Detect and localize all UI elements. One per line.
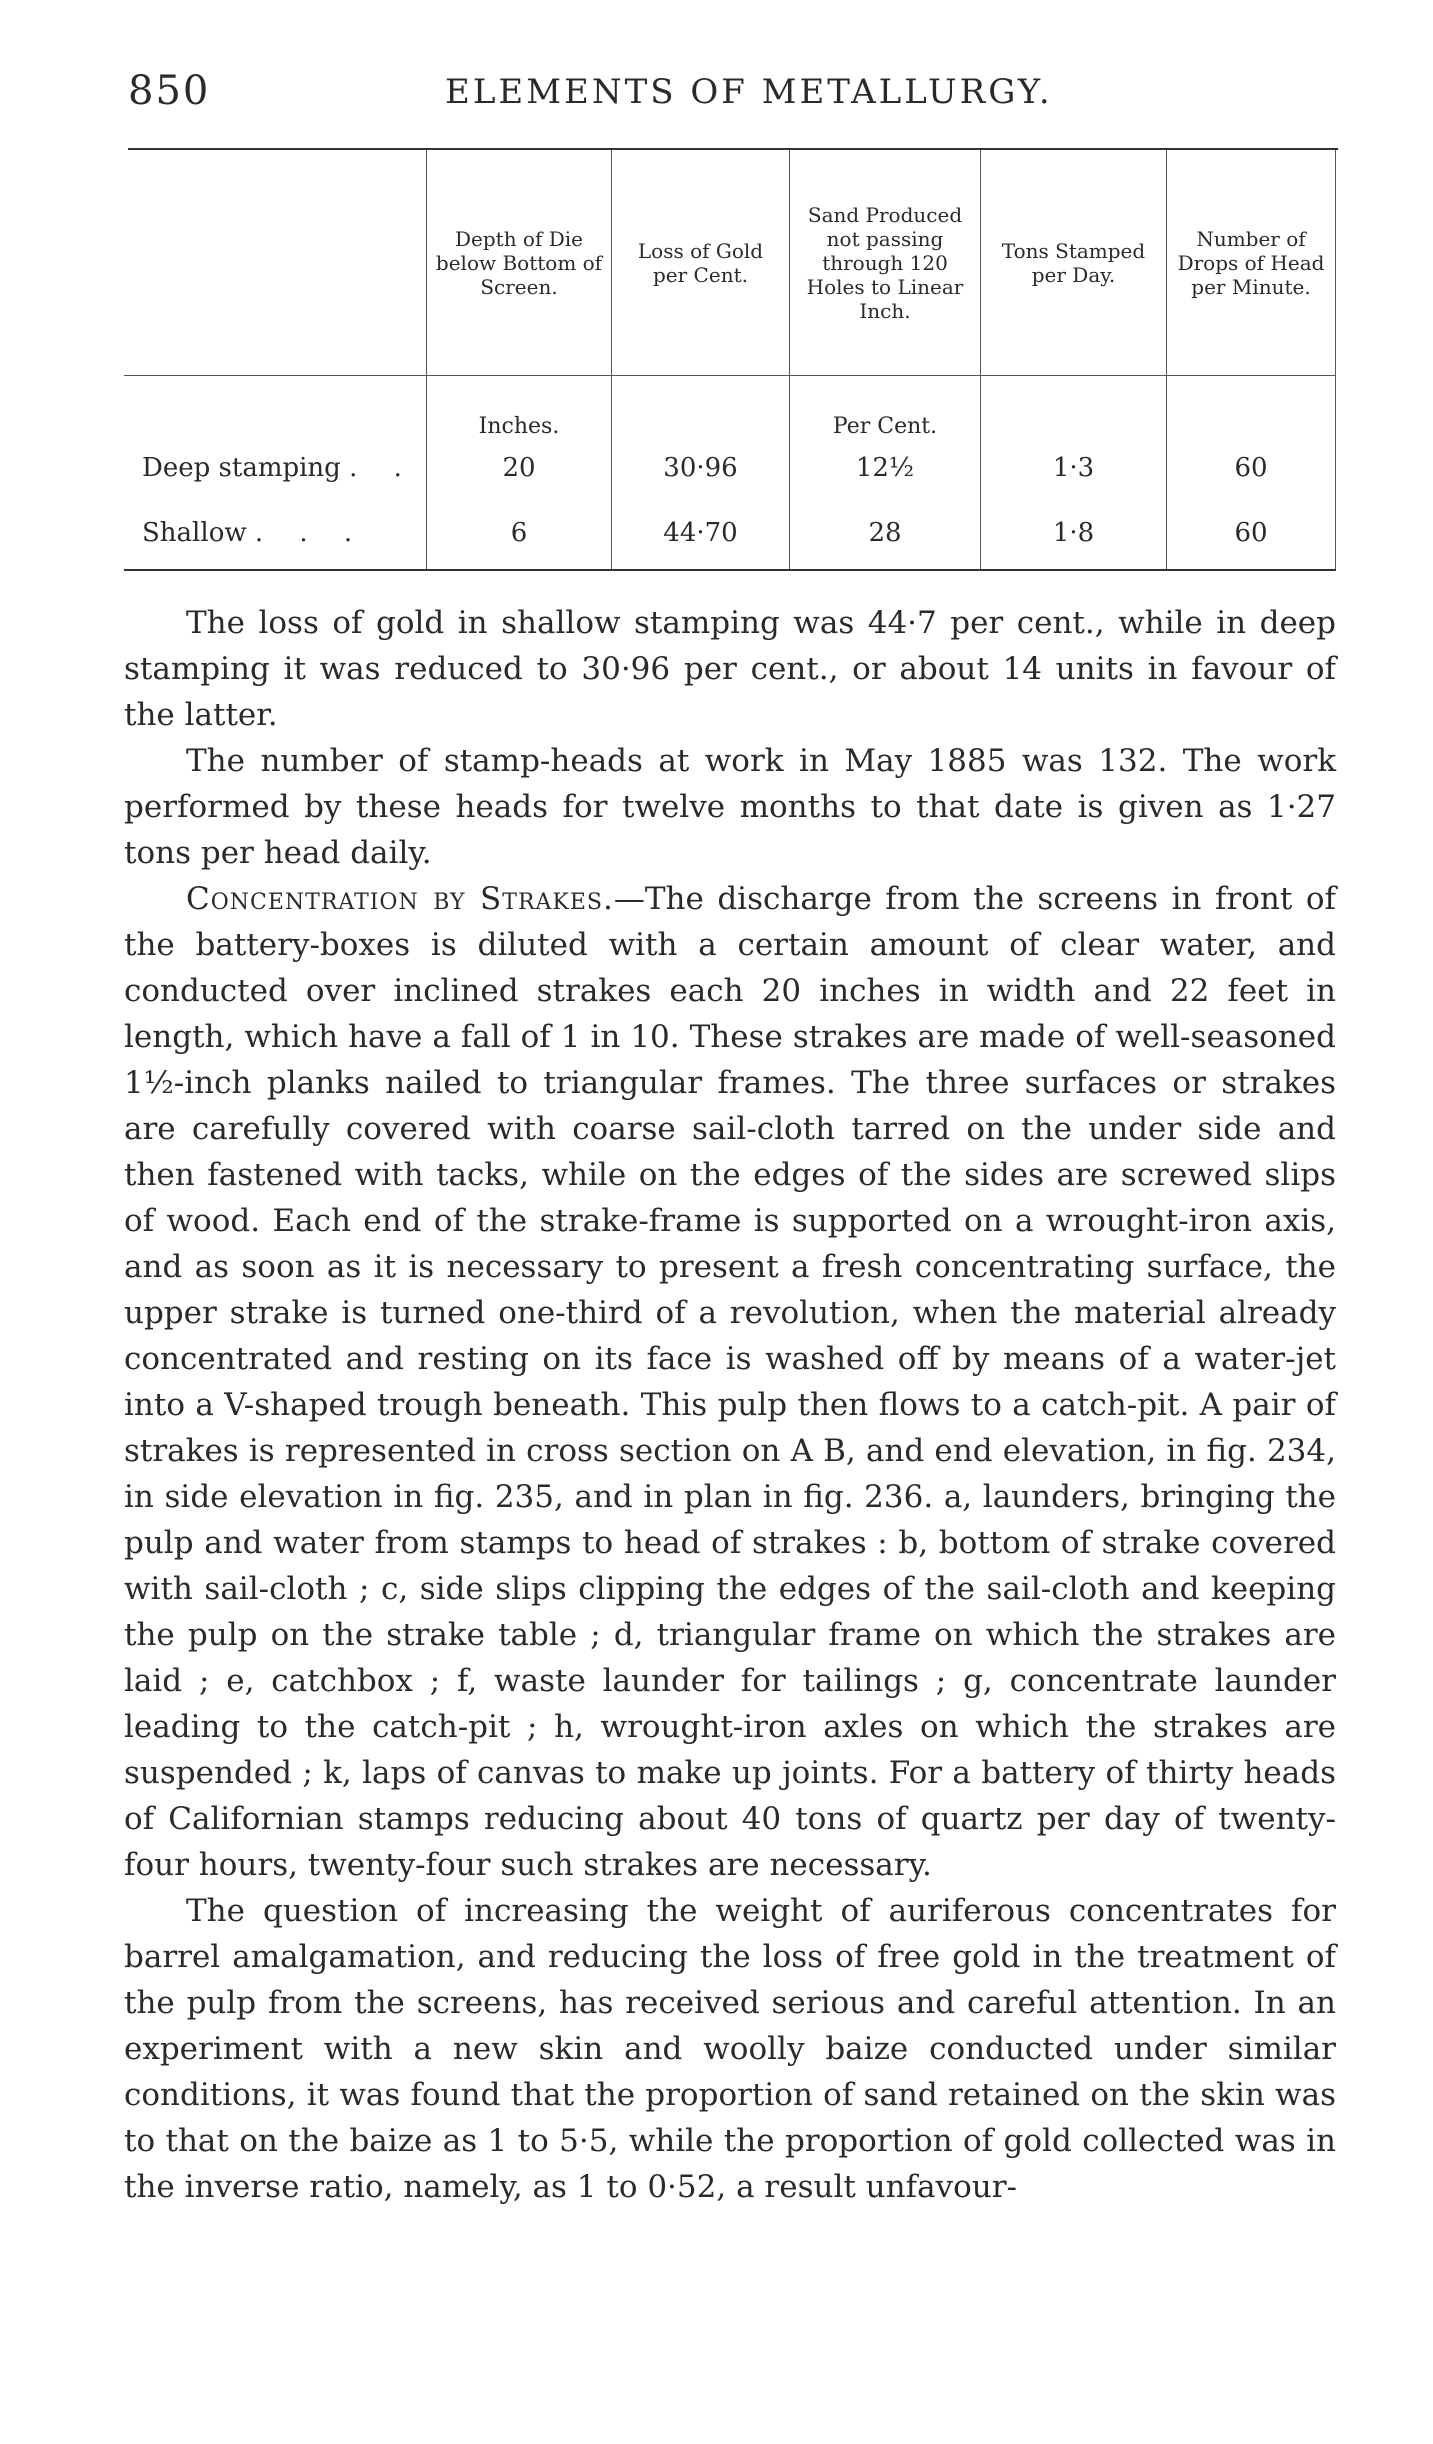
table-row	[124, 439, 1336, 497]
cell-loss: 44·70	[612, 497, 790, 570]
column-header-sand: Sand Produced not passing through 120 Holes to Linear Inch.	[790, 150, 981, 376]
paragraph: Concentration by Strakes.—The discharge from the screens in front of the battery-boxes is diluted with a certain amount of clear water, and conducted over inclined strakes each 20 inches in width and 22 feet in length, which have a fall of 1 in 10. These strakes are made of well-seasoned 1½-inch planks nailed to triangular frames. The three surfaces or strakes are carefully covered with coarse sail-cloth tarred on the under side and then fastened with tacks, while on the edges of the sides are screwed slips of wood. Each end of the strake-frame is supported on a wrought-iron axis, and as soon as it is necessary to present a fresh concentrating surface, the upper strake is turned one-third of a revolution, when the material already concentrated and resting on its face is washed off by means of a water-jet into a V-shaped trough beneath. This pulp then flows to a catch-pit. A pair of strakes is represented in cross section on A B, and end elevation, in fig. 234, in side elevation in fig. 235, and in plan in fig. 236. a, launders, bringing the pulp and water from stamps to head of strakes : b, bottom of strake covered with sail-cloth ; c, side slips clipping the edges of the sail-cloth and keeping the pulp on the strake table ; d, triangular frame on which the strakes are laid ; e, catchbox ; f, waste launder for tailings ; g, concentrate launder leading to the catch-pit ; h, wrought-iron axles on which the strakes are suspended ; k, laps of canvas to make up joints. For a battery of thirty heads of Californian stamps reducing about 40 tons of quartz per day of twenty-four hours, twenty-four such strakes are necessary.	[124, 881, 1336, 1883]
column-header-depth: Depth of Die below Bottom of Screen.	[427, 150, 612, 376]
cell-loss: 30·96	[612, 439, 790, 497]
cell-sand: 12½	[790, 439, 981, 497]
cell-drops: 60	[1167, 497, 1336, 570]
column-header-loss: Loss of Gold per Cent.	[612, 150, 790, 376]
cell-drops: 60	[1167, 439, 1336, 497]
unit-label	[124, 376, 427, 440]
section-heading: Concentration by Strakes.	[186, 881, 614, 917]
paragraph: The question of increasing the weight of auriferous concentrates for barrel amalgamation, and reducing the loss of free gold in the treatment of the pulp from the screens, has received serious and careful attention. In an experiment with a new skin and woolly baize conducted under similar conditions, it was found that the proportion of sand retained on the skin was to that on the baize as 1 to 5·5, while the proportion of gold collected was in the inverse ratio, namely, as 1 to 0·52, a result unfavour-	[124, 1893, 1336, 2205]
column-header-tons: Tons Stamped per Day.	[981, 150, 1167, 376]
table-header-row	[124, 150, 1336, 376]
page-header	[128, 68, 1328, 128]
paragraph: The loss of gold in shallow stamping was 44·7 per cent., while in deep stamping it was reduced to 30·96 per cent., or about 14 units in favour of the latter.	[124, 605, 1336, 733]
stamping-table	[124, 150, 1336, 571]
paragraph: The number of stamp-heads at work in May 1885 was 132. The work performed by these heads for twelve months to that date is given as 1·27 tons per head daily.	[124, 743, 1336, 871]
column-header-label	[124, 150, 427, 376]
column-header-drops: Number of Drops of Head per Minute.	[1167, 150, 1336, 376]
unit-drops	[1167, 376, 1336, 440]
cell-tons: 1·3	[981, 439, 1167, 497]
cell-sand: 28	[790, 497, 981, 570]
page-number: 850	[128, 68, 211, 114]
unit-depth: Inches.	[427, 376, 612, 440]
table-units-row	[124, 376, 1336, 440]
row-label: Shallow . . .	[142, 518, 367, 548]
cell-depth: 6	[427, 497, 612, 570]
cell-depth: 20	[427, 439, 612, 497]
row-label: Deep stamping . .	[142, 453, 416, 483]
unit-loss	[612, 376, 790, 440]
table-row	[124, 497, 1336, 570]
body-text	[124, 600, 1336, 2210]
unit-tons	[981, 376, 1167, 440]
cell-tons: 1·8	[981, 497, 1167, 570]
running-title: ELEMENTS OF METALLURGY.	[445, 72, 1053, 112]
unit-sand: Per Cent.	[790, 376, 981, 440]
